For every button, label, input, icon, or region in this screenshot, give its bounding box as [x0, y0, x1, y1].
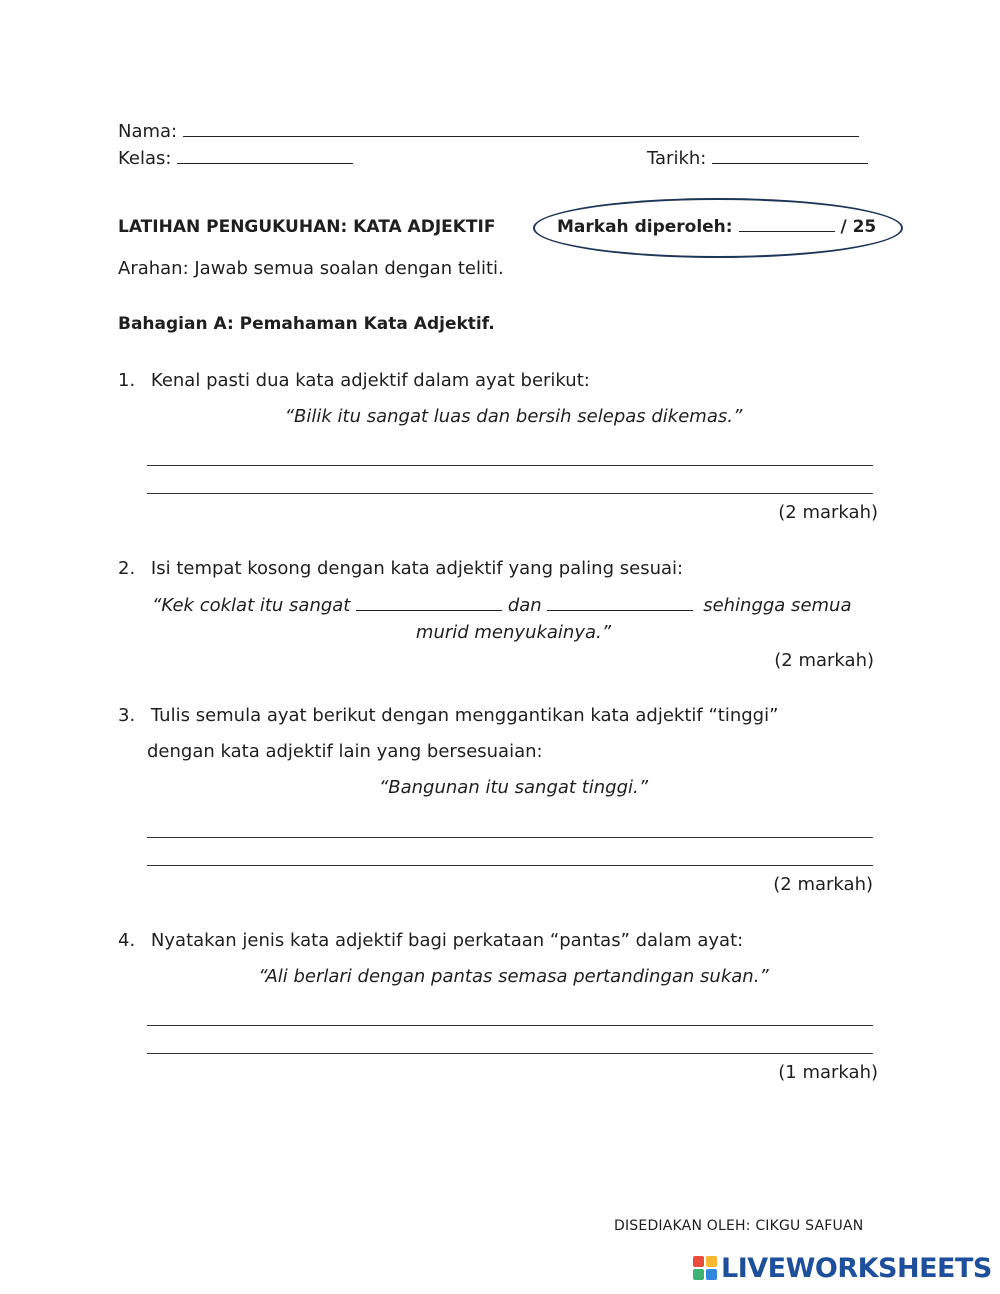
question-quote-line2: murid menyukainya.”: [415, 622, 612, 643]
name-label: Nama:: [118, 121, 178, 142]
quote-part: sehingga semua: [703, 595, 852, 616]
marks-label: (2 markah): [774, 650, 874, 671]
prepared-by: DISEDIAKAN OLEH: CIKGU SAFUAN: [614, 1218, 864, 1234]
quote-part: dan: [507, 595, 542, 616]
question-quote: “Bangunan itu sangat tinggi.”: [378, 777, 649, 798]
logo-square: [693, 1256, 704, 1267]
fill-blank[interactable]: [356, 596, 502, 611]
question-text: Isi tempat kosong dengan kata adjektif yang paling sesuai:: [150, 558, 684, 579]
answer-line[interactable]: [147, 865, 873, 866]
question-number: 3.: [118, 705, 136, 726]
answer-line[interactable]: [147, 1025, 873, 1026]
question-number: 4.: [118, 930, 136, 951]
worksheet-title: LATIHAN PENGUKUHAN: KATA ADJEKTIF: [118, 217, 496, 237]
question-text: Nyatakan jenis kata adjektif bagi perkataan “pantas” dalam ayat:: [150, 930, 744, 951]
fill-blank[interactable]: [547, 596, 693, 611]
date-label: Tarikh:: [647, 148, 707, 169]
score-label: Markah diperoleh:: [557, 217, 733, 237]
answer-line[interactable]: [147, 837, 873, 838]
question-text-line2: dengan kata adjektif lain yang bersesuaian:: [147, 741, 543, 762]
question-4: [118, 932, 743, 950]
instruction: Arahan: Jawab semua soalan dengan teliti.: [118, 258, 504, 279]
marks-label: (2 markah): [773, 874, 873, 895]
score-blank[interactable]: [739, 219, 835, 232]
marks-label: (1 markah): [778, 1062, 878, 1083]
class-field[interactable]: [118, 149, 353, 168]
class-blank[interactable]: [177, 149, 353, 164]
section-a-title: Bahagian A: Pemahaman Kata Adjektif.: [118, 314, 495, 334]
logo-square: [693, 1269, 704, 1280]
liveworksheets-brand: [693, 1254, 992, 1282]
name-field[interactable]: [118, 122, 859, 141]
question-1: [118, 372, 590, 390]
question-text: Kenal pasti dua kata adjektif dalam ayat berikut:: [150, 370, 590, 391]
marks-label: (2 markah): [778, 502, 878, 523]
answer-line[interactable]: [147, 465, 873, 466]
question-3: [118, 707, 778, 725]
question-quote: “Bilik itu sangat luas dan bersih selepas dikemas.”: [284, 406, 743, 427]
date-field[interactable]: [647, 149, 868, 168]
class-label: Kelas:: [118, 148, 172, 169]
brand-name: LIVEWORKSHEETS: [721, 1252, 992, 1284]
date-blank[interactable]: [712, 149, 868, 164]
score-box: [557, 219, 876, 236]
question-2: [118, 560, 683, 578]
question-text: Tulis semula ayat berikut dengan menggantikan kata adjektif “tinggi”: [150, 705, 779, 726]
question-number: 1.: [118, 370, 136, 391]
liveworksheets-logo-icon: [693, 1256, 717, 1280]
quote-part: “Kek coklat itu sangat: [152, 595, 351, 616]
answer-line[interactable]: [147, 1053, 873, 1054]
question-number: 2.: [118, 558, 136, 579]
score-total: / 25: [840, 217, 877, 237]
question-quote: [152, 596, 852, 615]
name-blank[interactable]: [183, 122, 859, 137]
logo-square: [706, 1269, 717, 1280]
logo-square: [706, 1256, 717, 1267]
question-quote: “Ali berlari dengan pantas semasa pertandingan sukan.”: [258, 966, 769, 987]
answer-line[interactable]: [147, 493, 873, 494]
